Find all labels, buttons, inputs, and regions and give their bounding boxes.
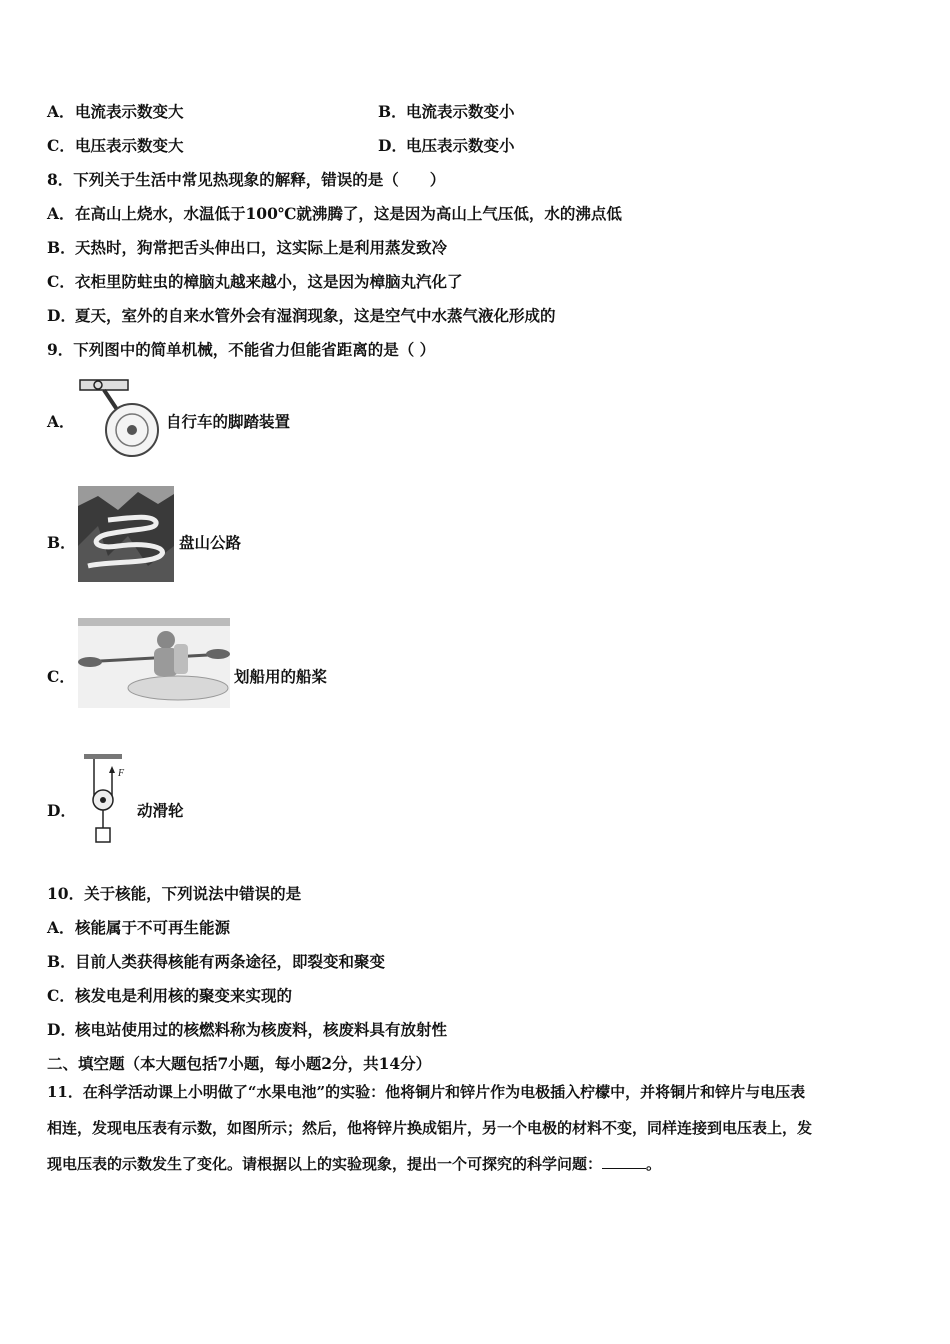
q10-option-a xyxy=(47,918,230,938)
q8-option-a xyxy=(47,204,622,224)
canoe-paddle-photo xyxy=(78,618,230,708)
q9-stem: 9．下列图中的简单机械，不能省力但能省距离的是（ ） xyxy=(47,340,436,359)
q10-stem: 10．关于核能，下列说法中错误的是 xyxy=(47,884,302,903)
option-label: A． xyxy=(47,918,75,937)
option-text: 天热时，狗常把舌头伸出口，这实际上是利用蒸发致冷 xyxy=(75,238,448,257)
q11-line-3-text: 现电压表的示数发生了变化。请根据以上的实验现象，提出一个可探究的科学问题： xyxy=(47,1155,603,1173)
q7-option-a xyxy=(47,102,184,122)
option-label: C． xyxy=(47,272,75,291)
option-label: D． xyxy=(47,306,76,325)
option-label: D． xyxy=(378,136,407,155)
q11-line-1: 11．在科学活动课上小明做了“水果电池”的实验：他将铜片和锌片作为电极插入柠檬中，并将铜片和锌片与电压表 xyxy=(47,1083,806,1101)
option-text: 电压表示数变小 xyxy=(406,136,515,155)
q11-line-2: 相连，发现电压表有示数，如图所示；然后，他将锌片换成铝片，另一个电极的材料不变，同样连接到电压表上，发 xyxy=(47,1119,813,1137)
option-label: C． xyxy=(47,136,75,155)
q10-option-b xyxy=(47,952,385,972)
option-label: A． xyxy=(47,204,75,223)
option-text: 核电站使用过的核燃料称为核废料，核废料具有放射性 xyxy=(75,1020,448,1039)
q8-option-c xyxy=(47,272,463,292)
option-label: B． xyxy=(378,102,407,121)
q9-option-a-caption: 自行车的脚踏装置 xyxy=(166,412,291,431)
q9-option-d-label: D． xyxy=(47,801,76,820)
q9-option-c-label: C． xyxy=(47,667,75,686)
q10-option-c xyxy=(47,986,292,1006)
q8-option-b xyxy=(47,238,447,258)
option-label: D． xyxy=(47,1020,76,1039)
option-text: 夏天，室外的自来水管外会有湿润现象，这是空气中水蒸气液化形成的 xyxy=(75,306,556,325)
q10-option-d xyxy=(47,1020,447,1040)
answer-blank[interactable] xyxy=(602,1154,646,1169)
option-label: B． xyxy=(47,238,76,257)
q9-option-b-caption: 盘山公路 xyxy=(179,533,242,552)
option-text: 电流表示数变大 xyxy=(75,102,184,121)
option-text: 衣柜里防蛀虫的樟脑丸越来越小，这是因为樟脑丸汽化了 xyxy=(75,272,463,291)
section-title: 二、填空题（本大题包括7小题，每小题2分，共14分） xyxy=(47,1054,432,1073)
q11-line-3 xyxy=(47,1154,661,1174)
movable-pulley-figure xyxy=(82,752,132,848)
option-label: B． xyxy=(47,952,76,971)
option-text: 电流表示数变小 xyxy=(406,102,515,121)
option-label: C． xyxy=(47,986,75,1005)
q9-option-c-caption: 划船用的船桨 xyxy=(234,667,328,686)
option-label: A． xyxy=(47,102,75,121)
q7-option-d xyxy=(378,136,515,156)
q8-stem: 8．下列关于生活中常见热现象的解释，错误的是（ ） xyxy=(47,170,446,189)
q7-option-b xyxy=(378,102,515,122)
option-text: 核能属于不可再生能源 xyxy=(75,918,231,937)
q8-option-d xyxy=(47,306,556,326)
option-text: 电压表示数变大 xyxy=(75,136,184,155)
mountain-road-photo xyxy=(78,486,174,582)
option-text: 核发电是利用核的聚变来实现的 xyxy=(75,986,293,1005)
bicycle-pedal-figure xyxy=(76,376,162,460)
q11-line-3-end: 。 xyxy=(646,1155,662,1173)
option-text: 目前人类获得核能有两条途径，即裂变和聚变 xyxy=(75,952,386,971)
q9-option-d-caption: 动滑轮 xyxy=(137,801,184,820)
q9-option-b-label: B． xyxy=(47,533,76,552)
q9-option-a-label: A． xyxy=(47,412,75,431)
svg-text:F: F xyxy=(118,768,125,779)
q7-option-c xyxy=(47,136,184,156)
option-text: 在高山上烧水，水温低于100℃就沸腾了，这是因为高山上气压低，水的沸点低 xyxy=(75,204,622,223)
